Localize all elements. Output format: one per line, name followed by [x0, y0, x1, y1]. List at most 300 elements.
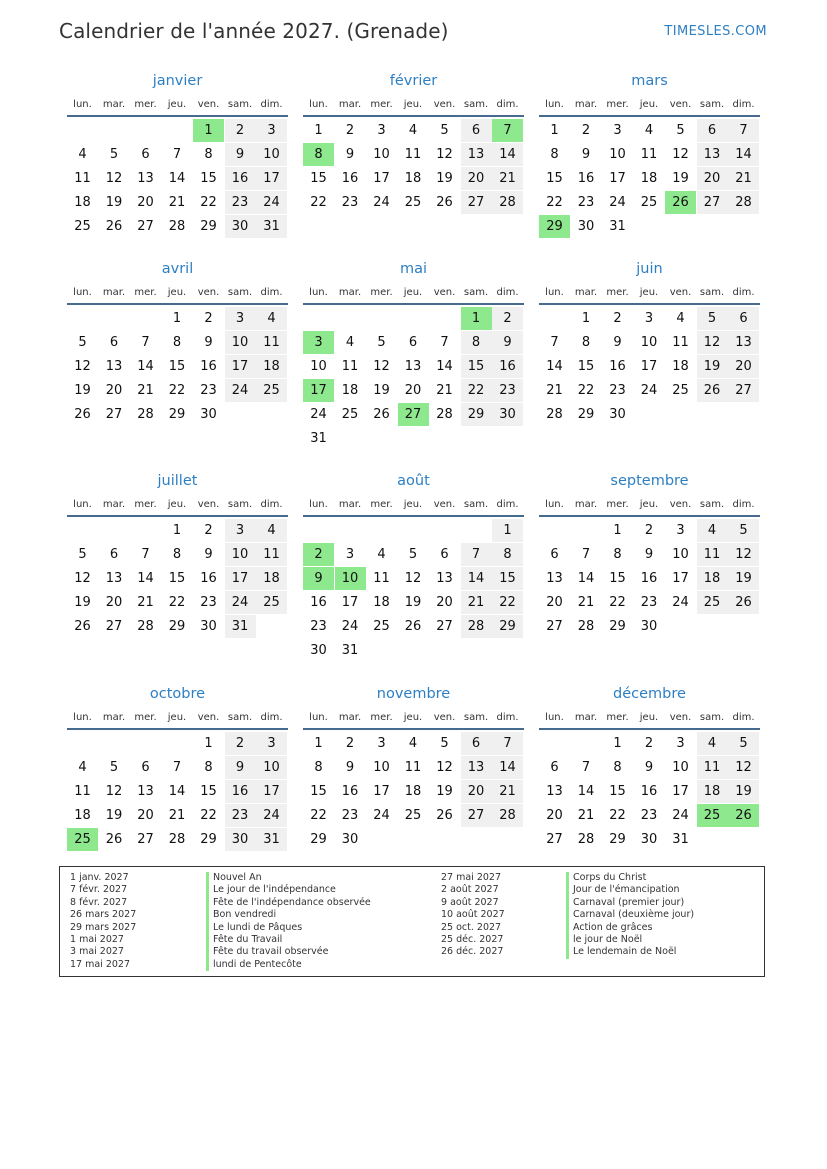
- day-cell: 4: [697, 519, 728, 542]
- month-divider: [67, 115, 288, 117]
- day-cell: 16: [225, 780, 256, 803]
- day-cell: 31: [609, 219, 626, 234]
- legend-date: 29 mars 2027: [70, 921, 137, 933]
- day-cell: 30: [609, 407, 626, 422]
- day-cell: 11: [373, 571, 390, 586]
- day-cell: 13: [546, 784, 563, 799]
- day-cell: 6: [109, 335, 119, 350]
- day-cell: 10: [310, 359, 327, 374]
- day-cell: 24: [341, 619, 359, 634]
- day-cell: 26: [74, 407, 91, 422]
- weekday-header: ven.: [669, 287, 692, 298]
- weekday-header: mer.: [606, 99, 629, 110]
- day-cell: 10: [373, 760, 390, 775]
- weekday-header: lun.: [309, 287, 328, 298]
- day-cell: 29: [200, 219, 217, 234]
- day-cell: 29: [200, 832, 217, 847]
- day-cell: 21: [137, 383, 154, 398]
- weekday-header: dim.: [260, 712, 283, 723]
- weekday-header: lun.: [545, 287, 564, 298]
- day-cell: 30: [225, 828, 256, 851]
- day-cell: 22: [461, 379, 492, 402]
- day-cell: 24: [256, 804, 287, 827]
- day-cell: 28: [546, 407, 563, 422]
- day-cell: 5: [78, 335, 87, 350]
- day-cell: 16: [225, 167, 256, 190]
- day-cell: 21: [168, 195, 186, 210]
- holiday-day: 2: [303, 543, 334, 566]
- legend-date: 25 déc. 2027: [441, 934, 504, 945]
- weekday-header: mar.: [102, 712, 126, 723]
- day-cell: 29: [609, 619, 626, 634]
- weekday-header: mer.: [606, 287, 629, 298]
- legend-holiday-name: Le lendemain de Noël: [566, 946, 676, 958]
- day-cell: 8: [613, 547, 622, 562]
- day-cell: 1: [581, 311, 591, 326]
- legend-date: 2 août 2027: [441, 884, 499, 896]
- day-cell: 20: [404, 383, 422, 398]
- day-cell: 23: [225, 191, 256, 214]
- day-cell: 27: [546, 619, 563, 634]
- day-cell: 12: [74, 359, 91, 374]
- day-cell: 17: [672, 571, 689, 586]
- day-cell: 27: [697, 191, 728, 214]
- weekday-header: jeu.: [167, 287, 187, 298]
- day-cell: 22: [200, 195, 217, 210]
- day-cell: 12: [436, 147, 453, 162]
- day-cell: 25: [404, 195, 422, 210]
- day-cell: 18: [672, 359, 689, 374]
- month-name: mai: [399, 261, 428, 277]
- day-cell: 21: [168, 808, 186, 823]
- day-cell: 25: [373, 619, 390, 634]
- day-cell: 27: [137, 219, 154, 234]
- day-cell: 10: [640, 335, 658, 350]
- day-cell: 20: [546, 808, 563, 823]
- weekday-header: mar.: [338, 99, 362, 110]
- day-cell: 27: [461, 804, 492, 827]
- day-cell: 9: [581, 147, 591, 162]
- day-cell: 10: [609, 147, 626, 162]
- day-cell: 31: [341, 643, 359, 658]
- weekday-header: ven.: [197, 287, 220, 298]
- weekday-header: sam.: [463, 99, 489, 110]
- day-cell: 11: [74, 784, 91, 799]
- holiday-legend: [59, 866, 765, 977]
- day-cell: 18: [640, 171, 658, 186]
- day-cell: 10: [373, 147, 390, 162]
- day-cell: 12: [436, 760, 453, 775]
- day-cell: 29: [168, 619, 186, 634]
- day-cell: 21: [436, 383, 453, 398]
- day-cell: 2: [492, 307, 523, 330]
- month-name: septembre: [610, 473, 689, 489]
- day-cell: 23: [310, 619, 327, 634]
- legend-holiday-name: Fête du Travail: [206, 934, 282, 946]
- legend-holiday-name: le jour de Noël: [566, 934, 642, 946]
- day-cell: 7: [581, 547, 591, 562]
- day-cell: 3: [256, 119, 287, 142]
- day-cell: 25: [640, 195, 658, 210]
- legend-date: 25 oct. 2027: [441, 921, 502, 933]
- day-cell: 14: [168, 784, 186, 799]
- day-cell: 12: [373, 359, 390, 374]
- legend-date: 17 mai 2027: [70, 958, 131, 970]
- day-cell: 18: [697, 780, 728, 803]
- day-cell: 5: [440, 736, 449, 751]
- day-cell: 19: [74, 383, 91, 398]
- weekday-header: mar.: [102, 287, 126, 298]
- weekday-header: lun.: [73, 712, 92, 723]
- day-cell: 3: [225, 519, 256, 542]
- weekday-header: jeu.: [403, 287, 423, 298]
- weekday-header: sam.: [463, 712, 489, 723]
- day-cell: 21: [137, 595, 154, 610]
- weekday-header: mer.: [370, 99, 393, 110]
- day-cell: 26: [373, 407, 390, 422]
- day-cell: 6: [408, 335, 418, 350]
- holiday-day: 26: [728, 804, 759, 827]
- day-cell: 4: [256, 307, 287, 330]
- day-cell: 1: [172, 523, 182, 538]
- day-cell: 3: [345, 547, 355, 562]
- day-cell: 8: [204, 147, 213, 162]
- day-cell: 24: [672, 595, 689, 610]
- day-cell: 30: [492, 403, 523, 426]
- day-cell: 20: [461, 780, 492, 803]
- day-cell: 7: [581, 760, 591, 775]
- day-cell: 23: [640, 595, 658, 610]
- weekday-header: sam.: [699, 499, 725, 510]
- day-cell: 9: [225, 143, 256, 166]
- weekday-header: lun.: [545, 712, 564, 723]
- day-cell: 23: [492, 379, 523, 402]
- day-cell: 22: [609, 595, 626, 610]
- weekday-header: ven.: [433, 712, 456, 723]
- legend-holiday-name: Le lundi de Pâques: [206, 922, 302, 934]
- weekday-header: dim.: [496, 499, 519, 510]
- day-cell: 24: [373, 195, 390, 210]
- day-cell: 25: [404, 808, 422, 823]
- day-cell: 15: [310, 171, 327, 186]
- day-cell: 19: [672, 171, 689, 186]
- day-cell: 20: [461, 167, 492, 190]
- day-cell: 4: [676, 311, 685, 326]
- weekday-header: ven.: [197, 712, 220, 723]
- day-cell: 7: [172, 760, 182, 775]
- day-cell: 13: [404, 359, 422, 374]
- day-cell: 15: [461, 355, 492, 378]
- day-cell: 15: [492, 567, 523, 590]
- weekday-header: dim.: [496, 712, 519, 723]
- day-cell: 13: [697, 143, 728, 166]
- day-cell: 29: [310, 832, 327, 847]
- day-cell: 8: [461, 331, 492, 354]
- day-cell: 2: [225, 732, 256, 755]
- day-cell: 13: [461, 756, 492, 779]
- day-cell: 15: [577, 359, 595, 374]
- legend-holiday-name: Fête du travail observée: [206, 946, 329, 958]
- day-cell: 7: [172, 147, 182, 162]
- day-cell: 29: [492, 615, 523, 638]
- month-divider: [539, 303, 760, 305]
- day-cell: 16: [577, 171, 595, 186]
- weekday-header: sam.: [227, 99, 253, 110]
- legend-holiday-name: Bon vendredi: [206, 909, 276, 921]
- day-cell: 22: [609, 808, 626, 823]
- day-cell: 11: [697, 756, 728, 779]
- holiday-day: 25: [697, 804, 728, 827]
- day-cell: 1: [492, 519, 523, 542]
- day-cell: 4: [256, 519, 287, 542]
- day-cell: 19: [373, 383, 390, 398]
- day-cell: 26: [105, 219, 123, 234]
- day-cell: 14: [137, 571, 154, 586]
- weekday-header: jeu.: [167, 99, 187, 110]
- day-cell: 23: [200, 595, 217, 610]
- day-cell: 17: [225, 355, 256, 378]
- day-cell: 24: [310, 407, 327, 422]
- month-name: décembre: [613, 686, 686, 702]
- day-cell: 31: [256, 828, 287, 851]
- day-cell: 11: [697, 543, 728, 566]
- day-cell: 5: [109, 760, 119, 775]
- legend-holiday-name: Le jour de l'indépendance: [206, 884, 336, 896]
- day-cell: 12: [74, 571, 91, 586]
- day-cell: 14: [168, 171, 186, 186]
- day-cell: 8: [172, 547, 182, 562]
- weekday-header: ven.: [197, 499, 220, 510]
- page-title: Calendrier de l'année 2027. (Grenade): [59, 19, 449, 43]
- day-cell: 30: [577, 219, 595, 234]
- day-cell: 9: [644, 547, 654, 562]
- legend-holiday-name: Fête de l'indépendance observée: [206, 897, 371, 909]
- legend-date: 26 mars 2027: [70, 909, 137, 921]
- day-cell: 1: [314, 736, 323, 751]
- day-cell: 12: [105, 171, 123, 186]
- holiday-day: 10: [335, 567, 366, 590]
- weekday-header: lun.: [309, 499, 328, 510]
- day-cell: 2: [204, 523, 213, 538]
- legend-holiday-name: Carnaval (premier jour): [566, 897, 684, 909]
- day-cell: 28: [577, 619, 595, 634]
- month-divider: [67, 515, 288, 517]
- day-cell: 3: [676, 736, 685, 751]
- day-cell: 7: [461, 543, 492, 566]
- day-cell: 29: [577, 407, 595, 422]
- day-cell: 14: [577, 784, 595, 799]
- weekday-header: sam.: [227, 712, 253, 723]
- weekday-header: sam.: [227, 287, 253, 298]
- day-cell: 28: [168, 219, 186, 234]
- weekday-header: mer.: [134, 99, 157, 110]
- month-name: avril: [161, 261, 194, 277]
- day-cell: 27: [461, 191, 492, 214]
- holiday-day: 8: [303, 143, 334, 166]
- day-cell: 25: [74, 219, 91, 234]
- day-cell: 27: [546, 832, 563, 847]
- day-cell: 20: [436, 595, 453, 610]
- day-cell: 13: [436, 571, 453, 586]
- day-cell: 5: [728, 732, 759, 755]
- weekday-header: mar.: [102, 499, 126, 510]
- day-cell: 1: [172, 311, 182, 326]
- day-cell: 8: [314, 760, 323, 775]
- day-cell: 23: [609, 383, 626, 398]
- day-cell: 11: [256, 543, 287, 566]
- day-cell: 10: [672, 760, 689, 775]
- day-cell: 25: [256, 379, 287, 402]
- day-cell: 11: [256, 331, 287, 354]
- day-cell: 12: [728, 543, 759, 566]
- weekday-header: dim.: [732, 287, 755, 298]
- day-cell: 26: [105, 832, 123, 847]
- day-cell: 14: [492, 143, 523, 166]
- day-cell: 19: [404, 595, 422, 610]
- weekday-header: jeu.: [639, 99, 659, 110]
- weekday-header: lun.: [309, 712, 328, 723]
- legend-date: 8 févr. 2027: [70, 896, 128, 908]
- day-cell: 18: [256, 355, 287, 378]
- day-cell: 28: [728, 191, 759, 214]
- day-cell: 8: [613, 760, 622, 775]
- weekday-header: ven.: [197, 99, 220, 110]
- weekday-header: ven.: [433, 499, 456, 510]
- day-cell: 9: [345, 760, 355, 775]
- day-cell: 18: [404, 784, 422, 799]
- legend-holiday-name: Corps du Christ: [566, 872, 646, 884]
- weekday-header: mar.: [574, 99, 598, 110]
- day-cell: 19: [105, 808, 123, 823]
- day-cell: 20: [137, 195, 154, 210]
- weekday-header: sam.: [227, 499, 253, 510]
- weekday-header: mar.: [338, 287, 362, 298]
- day-cell: 8: [172, 335, 182, 350]
- day-cell: 6: [141, 760, 150, 775]
- day-cell: 6: [550, 760, 559, 775]
- day-cell: 8: [204, 760, 213, 775]
- weekday-header: ven.: [669, 712, 692, 723]
- day-cell: 8: [492, 543, 523, 566]
- day-cell: 7: [440, 335, 449, 350]
- day-cell: 17: [256, 167, 287, 190]
- day-cell: 2: [644, 736, 654, 751]
- day-cell: 17: [341, 595, 359, 610]
- weekday-header: jeu.: [639, 712, 659, 723]
- day-cell: 21: [492, 167, 523, 190]
- day-cell: 12: [404, 571, 422, 586]
- day-cell: 17: [256, 780, 287, 803]
- day-cell: 22: [168, 383, 186, 398]
- legend-date: 1 mai 2027: [70, 934, 124, 945]
- day-cell: 27: [105, 407, 123, 422]
- legend-holiday-name: Carnaval (deuxième jour): [566, 909, 694, 921]
- weekday-header: mar.: [574, 287, 598, 298]
- month-divider: [303, 728, 524, 730]
- day-cell: 29: [168, 407, 186, 422]
- day-cell: 26: [404, 619, 422, 634]
- holiday-day: 27: [398, 403, 429, 426]
- day-cell: 9: [225, 756, 256, 779]
- day-cell: 2: [581, 123, 591, 138]
- day-cell: 28: [137, 619, 154, 634]
- day-cell: 10: [225, 543, 256, 566]
- day-cell: 14: [546, 359, 563, 374]
- day-cell: 4: [78, 147, 87, 162]
- day-cell: 24: [640, 383, 658, 398]
- weekday-header: dim.: [496, 287, 519, 298]
- day-cell: 5: [377, 335, 386, 350]
- day-cell: 21: [577, 808, 595, 823]
- weekday-header: dim.: [260, 99, 283, 110]
- month-name: octobre: [149, 686, 206, 702]
- weekday-header: lun.: [73, 287, 92, 298]
- day-cell: 6: [550, 547, 559, 562]
- day-cell: 4: [408, 123, 418, 138]
- weekday-header: mer.: [134, 287, 157, 298]
- day-cell: 10: [225, 331, 256, 354]
- day-cell: 14: [461, 567, 492, 590]
- weekday-header: lun.: [73, 499, 92, 510]
- brand-link[interactable]: TIMESLES.COM: [664, 24, 767, 39]
- day-cell: 16: [640, 571, 658, 586]
- day-cell: 28: [577, 832, 595, 847]
- day-cell: 13: [461, 143, 492, 166]
- month-name: mars: [631, 73, 668, 89]
- day-cell: 20: [728, 355, 759, 378]
- weekday-header: dim.: [732, 99, 755, 110]
- weekday-header: dim.: [732, 499, 755, 510]
- day-cell: 5: [728, 519, 759, 542]
- day-cell: 30: [225, 215, 256, 238]
- day-cell: 11: [74, 171, 91, 186]
- day-cell: 5: [676, 123, 685, 138]
- day-cell: 2: [345, 736, 355, 751]
- holiday-day: 3: [303, 331, 334, 354]
- day-cell: 4: [78, 760, 87, 775]
- day-cell: 21: [728, 167, 759, 190]
- day-cell: 8: [550, 147, 559, 162]
- month-name: juin: [636, 261, 663, 277]
- day-cell: 20: [137, 808, 154, 823]
- holiday-day: 17: [303, 379, 334, 402]
- day-cell: 30: [640, 832, 658, 847]
- day-cell: 25: [256, 591, 287, 614]
- day-cell: 22: [546, 195, 563, 210]
- day-cell: 12: [672, 147, 689, 162]
- legend-date: 9 août 2027: [441, 896, 499, 908]
- day-cell: 13: [546, 571, 563, 586]
- day-cell: 26: [436, 808, 453, 823]
- day-cell: 2: [644, 523, 654, 538]
- weekday-header: jeu.: [403, 712, 423, 723]
- day-cell: 2: [613, 311, 622, 326]
- day-cell: 15: [200, 784, 217, 799]
- day-cell: 19: [436, 784, 453, 799]
- month-name: janvier: [152, 73, 203, 89]
- day-cell: 10: [256, 756, 287, 779]
- day-cell: 6: [109, 547, 119, 562]
- month-divider: [303, 115, 524, 117]
- weekday-header: sam.: [463, 287, 489, 298]
- weekday-header: lun.: [545, 99, 564, 110]
- day-cell: 4: [644, 123, 654, 138]
- day-cell: 21: [461, 591, 492, 614]
- day-cell: 18: [373, 595, 390, 610]
- weekday-header: jeu.: [639, 287, 659, 298]
- day-cell: 23: [640, 808, 658, 823]
- day-cell: 18: [404, 171, 422, 186]
